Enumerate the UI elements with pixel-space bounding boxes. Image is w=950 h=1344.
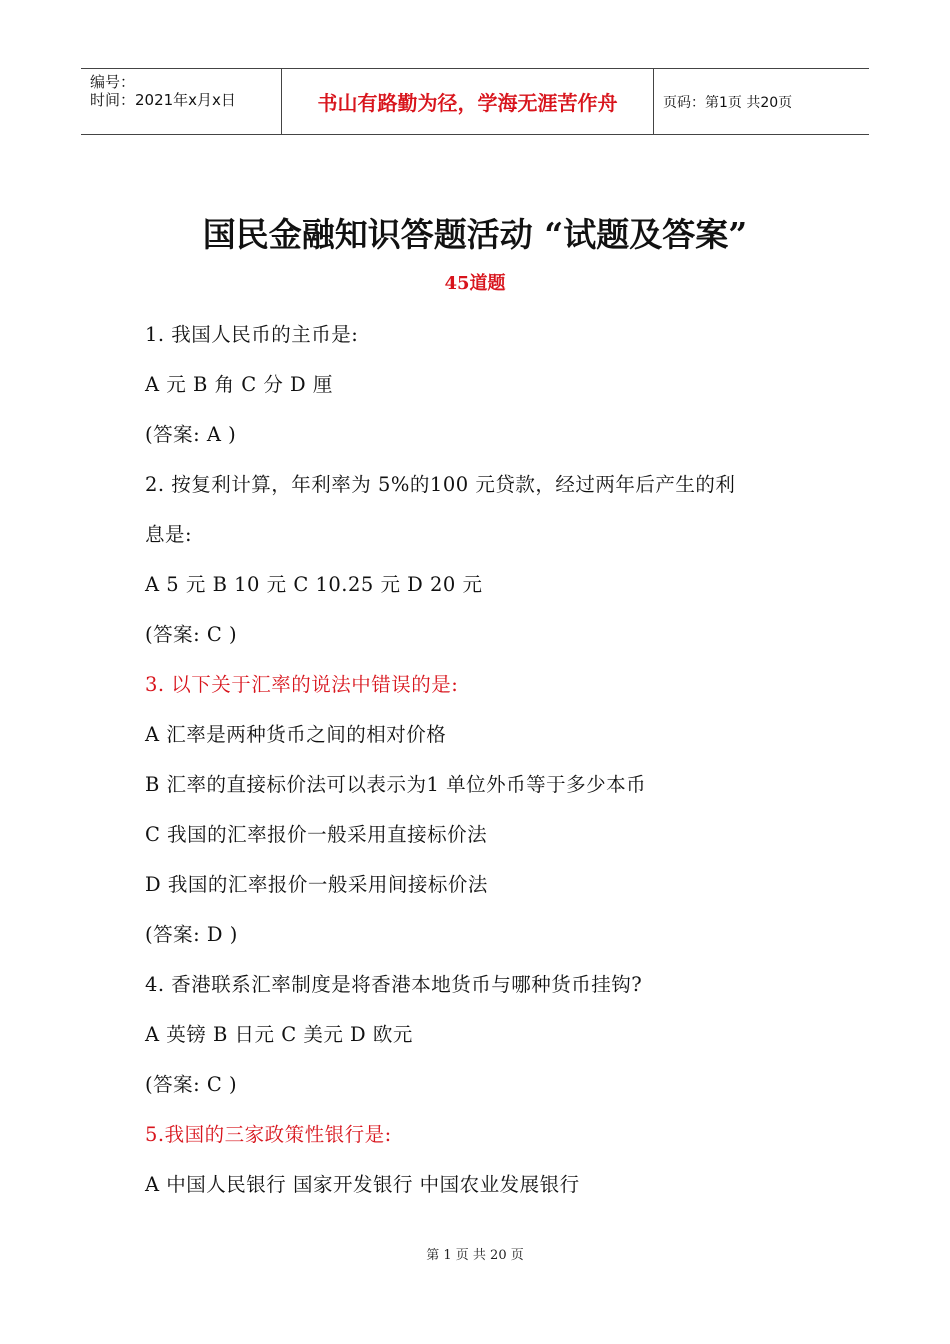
text-line: (答案: A ) (145, 423, 237, 446)
text-line: (答案: C ) (145, 1073, 238, 1096)
header-date-line: 时间：2021年x月x日 (90, 91, 236, 109)
header-motto: 书山有路勤为径，学海无涯苦作舟 (317, 91, 618, 115)
text-line: 3. 以下关于汇率的说法中错误的是: (145, 673, 459, 696)
text-line: D 我国的汇率报价一般采用间接标价法 (145, 873, 488, 896)
page-footer: 第 1 页 共 20 页 (426, 1248, 524, 1263)
text-line: 5.我国的三家政策性银行是: (145, 1123, 392, 1146)
text-line: A 汇率是两种货币之间的相对价格 (145, 723, 447, 746)
text-line: A 元 B 角 C 分 D 厘 (145, 373, 333, 396)
text-line: 4. 香港联系汇率制度是将香港本地货币与哪种货币挂钩? (145, 973, 643, 996)
text-line: 1. 我国人民币的主币是: (145, 323, 359, 346)
text-line: 息是: (145, 523, 193, 546)
text-line: (答案: D ) (145, 923, 238, 946)
header-page-info: 页码：第1页 共20页 (663, 94, 793, 111)
header-left-cell (81, 69, 281, 134)
document-title: 国民金融知识答题活动 “试题及答案” (202, 215, 748, 254)
header-table (81, 68, 869, 135)
document-subtitle: 45道题 (444, 273, 506, 294)
header-number-label: 编号： (90, 73, 136, 91)
text-line: A 中国人民银行 国家开发银行 中国农业发展银行 (145, 1173, 580, 1196)
text-line: (答案: C ) (145, 623, 238, 646)
header-divider (653, 69, 654, 134)
text-line: B 汇率的直接标价法可以表示为1 单位外币等于多少本币 (145, 773, 647, 796)
text-line: C 我国的汇率报价一般采用直接标价法 (145, 823, 488, 846)
text-line: A 5 元 B 10 元 C 10.25 元 D 20 元 (145, 573, 483, 596)
text-line: A 英镑 B 日元 C 美元 D 欧元 (145, 1023, 413, 1046)
text-line: 2. 按复利计算，年利率为 5%的100 元贷款，经过两年后产生的利 (145, 473, 736, 496)
question-body (145, 318, 825, 1218)
